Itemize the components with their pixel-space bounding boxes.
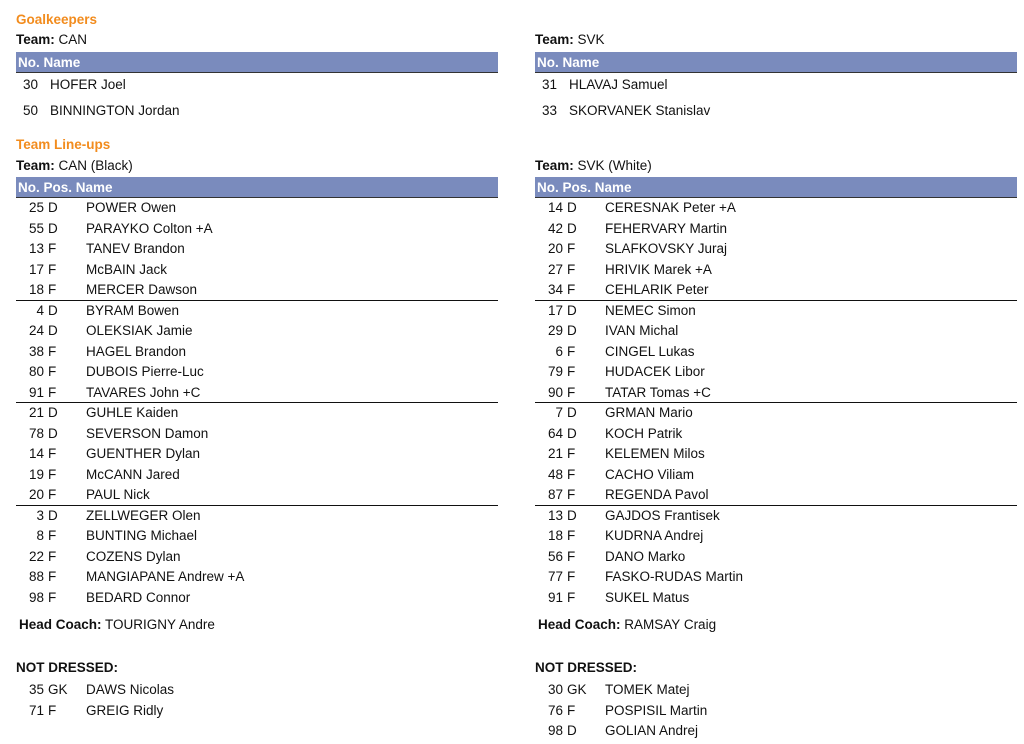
team-label: Team: [16, 32, 55, 47]
player-position: F [48, 446, 57, 461]
player-number: 20 [547, 241, 563, 256]
coach-label: Head Coach: [19, 617, 102, 632]
player-name: GOLIAN Andrej [605, 723, 699, 738]
player-name: ZELLWEGER Olen [86, 507, 201, 523]
player-number: 14 [28, 446, 44, 461]
gk-table-header: No. Name [16, 52, 498, 73]
player-position: F [567, 446, 576, 461]
player-number: 98 [28, 589, 44, 605]
not-dressed-row [535, 680, 1017, 701]
lineup-row [535, 567, 1017, 588]
player-position: D [48, 507, 58, 523]
player-number: 18 [547, 528, 563, 543]
player-number: 71 [28, 702, 44, 718]
lineup-row [16, 219, 498, 240]
player-number: 34 [547, 282, 563, 297]
lineup-row [535, 280, 1017, 301]
lineup-row [535, 403, 1017, 424]
player-name: POSPISIL Martin [605, 702, 708, 718]
team-column-1 [535, 0, 1017, 744]
player-name: McCANN Jared [86, 466, 180, 482]
player-position: F [567, 702, 576, 718]
player-name: MERCER Dawson [86, 282, 198, 297]
player-name: TAVARES John +C [86, 384, 201, 400]
player-number: 29 [547, 323, 563, 338]
player-position: F [567, 487, 576, 502]
lineup-row [16, 239, 498, 260]
player-number: 50 [22, 103, 38, 118]
gk-table-header: No. Name [535, 52, 1017, 73]
not-dressed-row [535, 701, 1017, 722]
lineup-row [535, 444, 1017, 465]
player-position: F [48, 466, 57, 482]
lineup-row [535, 342, 1017, 363]
lineup-row [16, 198, 498, 219]
lineup-row [16, 342, 498, 363]
head-coach [538, 617, 716, 632]
player-name: TATAR Tomas +C [605, 384, 711, 400]
player-name: DANO Marko [605, 548, 686, 564]
player-position: F [48, 343, 57, 359]
player-name: PAUL Nick [86, 487, 150, 502]
player-number: 77 [547, 569, 563, 584]
player-number: 79 [547, 364, 563, 379]
lineup-table-header: No. Pos. Name [535, 177, 1017, 198]
player-name: FASKO-RUDAS Martin [605, 569, 744, 584]
player-position: F [48, 364, 57, 379]
player-position: D [48, 302, 58, 318]
player-position: D [567, 723, 577, 738]
player-name: HUDACEK Libor [605, 364, 705, 379]
player-position: F [48, 384, 57, 400]
not-dressed-title: NOT DRESSED: [535, 660, 638, 675]
player-name: GRMAN Mario [605, 405, 693, 420]
not-dressed-row [16, 701, 498, 722]
lineup-row [535, 219, 1017, 240]
lineup-row [535, 321, 1017, 342]
player-name: TANEV Brandon [86, 241, 185, 256]
player-number: 30 [547, 682, 563, 697]
player-number: 24 [28, 323, 44, 338]
player-name: GUENTHER Dylan [86, 446, 201, 461]
player-position: D [48, 220, 58, 236]
player-number: 87 [547, 487, 563, 502]
player-number: 88 [28, 569, 44, 584]
player-position: D [567, 507, 577, 523]
team-label: Team: [535, 158, 574, 173]
player-name: REGENDA Pavol [605, 487, 709, 502]
gk-team-line [16, 32, 87, 47]
player-position: F [567, 528, 576, 543]
lineup-row [16, 280, 498, 301]
player-position: D [567, 302, 577, 318]
player-number: 27 [547, 261, 563, 277]
player-name: TOMEK Matej [605, 682, 690, 697]
lineup-row [16, 547, 498, 568]
player-name: KOCH Patrik [605, 425, 683, 441]
lineup-row [16, 567, 498, 588]
player-name: SKORVANEK Stanislav [569, 103, 711, 118]
player-name: GAJDOS Frantisek [605, 507, 720, 523]
player-number: 7 [555, 405, 563, 420]
player-name: MANGIAPANE Andrew +A [86, 569, 245, 584]
lineup-row [535, 239, 1017, 260]
lineup-row [16, 588, 498, 609]
player-number: 18 [28, 282, 44, 297]
player-position: F [567, 343, 576, 359]
player-number: 31 [541, 77, 557, 92]
player-position: D [48, 323, 58, 338]
lineup-row [535, 198, 1017, 219]
player-name: FEHERVARY Martin [605, 220, 728, 236]
player-position: F [48, 569, 57, 584]
lineup-row [535, 588, 1017, 609]
player-number: 21 [28, 405, 44, 420]
lineup-row [535, 424, 1017, 445]
player-number: 13 [28, 241, 44, 256]
player-name: CERESNAK Peter +A [605, 200, 736, 215]
player-position: GK [48, 682, 68, 697]
player-name: HLAVAJ Samuel [569, 77, 668, 92]
player-position: D [567, 200, 577, 215]
player-number: 4 [36, 302, 44, 318]
player-number: 48 [547, 466, 563, 482]
lineup-row [16, 403, 498, 424]
goalkeeper-row [16, 101, 498, 121]
lineup-row [16, 260, 498, 281]
player-name: McBAIN Jack [86, 261, 168, 277]
lineup-row [535, 485, 1017, 506]
goalkeeper-row [535, 75, 1017, 95]
player-position: F [48, 282, 57, 297]
player-name: HRIVIK Marek +A [605, 261, 712, 277]
lineup-row [16, 301, 498, 322]
player-position: F [48, 487, 57, 502]
player-name: IVAN Michal [605, 323, 679, 338]
team-name: SVK [577, 32, 605, 47]
player-number: 6 [555, 343, 563, 359]
player-position: F [567, 261, 576, 277]
player-name: KELEMEN Milos [605, 446, 705, 461]
player-number: 14 [547, 200, 563, 215]
player-number: 35 [28, 682, 44, 697]
lineup-row [535, 465, 1017, 486]
player-number: 13 [547, 507, 563, 523]
player-position: D [567, 220, 577, 236]
player-number: 17 [28, 261, 44, 277]
player-name: CINGEL Lukas [605, 343, 695, 359]
player-number: 91 [547, 589, 563, 605]
lineup-row [16, 321, 498, 342]
lineup-row [16, 383, 498, 404]
lineup-row [535, 301, 1017, 322]
player-position: F [567, 282, 576, 297]
player-position: F [48, 261, 57, 277]
player-position: F [48, 241, 57, 256]
player-name: DAWS Nicolas [86, 682, 175, 697]
coach-name: RAMSAY Craig [624, 617, 717, 632]
player-name: GUHLE Kaiden [86, 405, 179, 420]
player-name: SEVERSON Damon [86, 425, 209, 441]
not-dressed-row [535, 721, 1017, 742]
lineup-team-line [16, 158, 133, 173]
player-number: 33 [541, 103, 557, 118]
team-name: CAN (Black) [58, 158, 133, 173]
player-name: DUBOIS Pierre-Luc [86, 364, 204, 379]
player-number: 3 [36, 507, 44, 523]
player-name: OLEKSIAK Jamie [86, 323, 193, 338]
player-number: 91 [28, 384, 44, 400]
player-name: GREIG Ridly [86, 702, 164, 718]
player-name: BUNTING Michael [86, 528, 198, 543]
player-number: 55 [28, 220, 44, 236]
player-position: F [567, 569, 576, 584]
goalkeeper-row [535, 101, 1017, 121]
player-number: 56 [547, 548, 563, 564]
team-name: SVK (White) [577, 158, 652, 173]
player-name: HOFER Joel [50, 77, 126, 92]
lineup-row [16, 444, 498, 465]
player-position: D [567, 323, 577, 338]
player-position: F [48, 589, 57, 605]
player-name: BYRAM Bowen [86, 302, 180, 318]
player-position: D [567, 425, 577, 441]
player-position: F [567, 548, 576, 564]
lineups-title: Team Line-ups [16, 137, 111, 152]
player-number: 22 [28, 548, 44, 564]
player-number: 80 [28, 364, 44, 379]
player-number: 19 [28, 466, 44, 482]
lineup-row [16, 485, 498, 506]
player-position: F [48, 702, 57, 718]
player-position: F [567, 466, 576, 482]
player-name: POWER Owen [86, 200, 177, 215]
not-dressed-row [16, 680, 498, 701]
player-number: 25 [28, 200, 44, 215]
lineup-row [16, 465, 498, 486]
coach-name: TOURIGNY Andre [105, 617, 215, 632]
player-name: BINNINGTON Jordan [50, 103, 180, 118]
player-position: F [48, 548, 57, 564]
lineup-row [16, 506, 498, 527]
player-position: F [567, 364, 576, 379]
player-position: F [567, 384, 576, 400]
player-number: 98 [547, 723, 563, 738]
player-name: BEDARD Connor [86, 589, 191, 605]
goalkeeper-row [16, 75, 498, 95]
player-name: COZENS Dylan [86, 548, 181, 564]
team-label: Team: [535, 32, 574, 47]
lineup-row [16, 526, 498, 547]
player-number: 42 [547, 220, 563, 236]
player-number: 78 [28, 425, 44, 441]
player-position: F [48, 528, 57, 543]
lineup-row [535, 383, 1017, 404]
player-name: SLAFKOVSKY Juraj [605, 241, 728, 256]
goalkeepers-title: Goalkeepers [16, 12, 98, 27]
player-position: F [567, 589, 576, 605]
player-name: HAGEL Brandon [86, 343, 187, 359]
player-position: D [48, 405, 58, 420]
player-name: PARAYKO Colton +A [86, 220, 213, 236]
player-position: D [48, 200, 58, 215]
player-number: 20 [28, 487, 44, 502]
player-position: D [48, 425, 58, 441]
lineup-row [535, 362, 1017, 383]
player-name: NEMEC Simon [605, 302, 696, 318]
lineup-team-line [535, 158, 652, 173]
coach-label: Head Coach: [538, 617, 621, 632]
team-column-0 [16, 0, 498, 744]
player-name: KUDRNA Andrej [605, 528, 704, 543]
lineup-row [16, 424, 498, 445]
player-position: D [567, 405, 577, 420]
player-number: 90 [547, 384, 563, 400]
player-number: 8 [36, 528, 44, 543]
player-number: 38 [28, 343, 44, 359]
lineup-row [16, 362, 498, 383]
player-number: 64 [547, 425, 563, 441]
lineup-row [535, 506, 1017, 527]
player-name: SUKEL Matus [605, 589, 690, 605]
player-number: 17 [547, 302, 563, 318]
team-name: CAN [58, 32, 88, 47]
player-number: 30 [22, 77, 38, 92]
head-coach [19, 617, 215, 632]
lineup-row [535, 260, 1017, 281]
lineup-row [535, 526, 1017, 547]
player-position: GK [567, 682, 587, 697]
player-number: 76 [547, 702, 563, 718]
lineup-table-header: No. Pos. Name [16, 177, 498, 198]
gk-team-line [535, 32, 605, 47]
player-number: 21 [547, 446, 563, 461]
not-dressed-title: NOT DRESSED: [16, 660, 119, 675]
player-name: CACHO Viliam [605, 466, 695, 482]
lineup-row [535, 547, 1017, 568]
player-position: F [567, 241, 576, 256]
team-label: Team: [16, 158, 55, 173]
player-name: CEHLARIK Peter [605, 282, 709, 297]
